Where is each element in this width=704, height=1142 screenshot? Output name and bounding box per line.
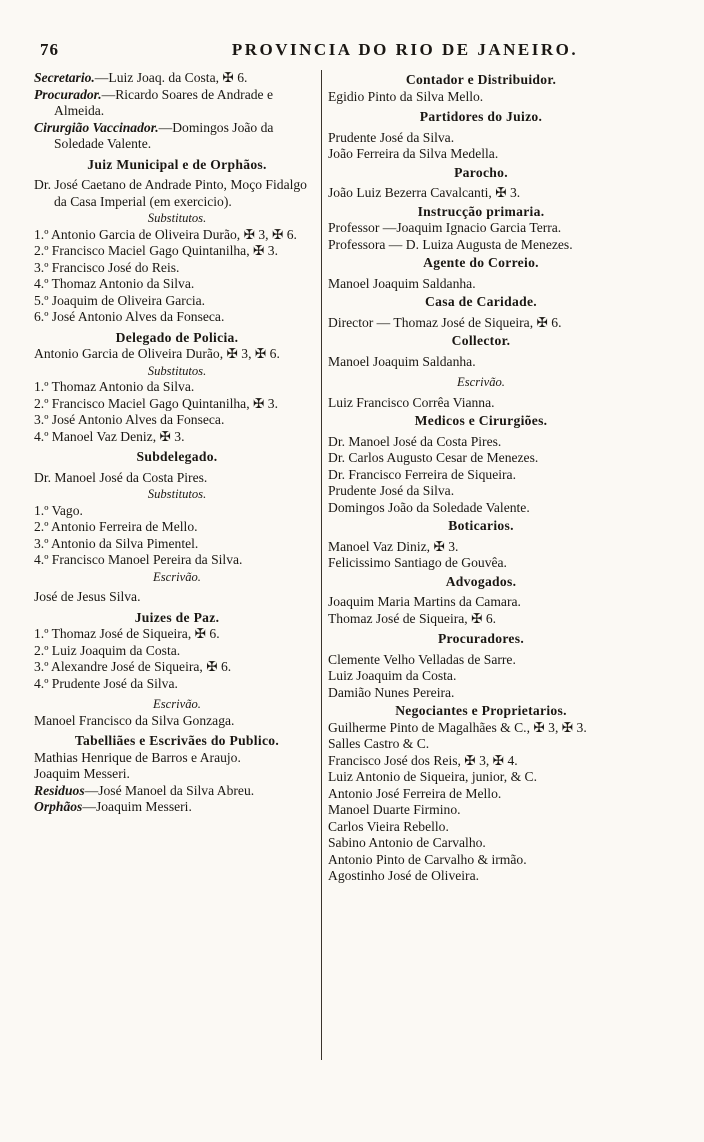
contador-entry: Egidio Pinto da Silva Mello. (328, 88, 484, 104)
entry-text: —Domingos João da Soledade Valente. (54, 119, 274, 151)
cirurgiao-entry (34, 120, 320, 153)
list-item: Dr. Francisco Ferreira de Siqueira. (328, 466, 516, 482)
list-item: 1.º Vago. (34, 502, 83, 518)
list-item: Carlos Vieira Rebello. (328, 818, 449, 834)
section-heading: Procuradores. (437, 631, 525, 646)
list-item: 1.º Antonio Garcia de Oliveira Durão, ✠ 3, ✠ 6. (34, 226, 297, 242)
section-heading: Tabelliães e Escrivães do Publico. (74, 733, 280, 748)
list-item: 3.º Antonio da Silva Pimentel. (34, 535, 199, 551)
section-heading: Parocho. (454, 164, 508, 180)
list-item: 2.º Antonio Ferreira de Mello. (34, 519, 198, 534)
role-label: Procurador. (34, 86, 102, 102)
subsection-heading: Substitutos. (147, 211, 207, 225)
list-item: Guilherme Pinto de Magalhães & C., ✠ 3, ✠ 3. (328, 719, 587, 735)
professora-entry: Professora — D. Luiza Augusta de Menezes. (328, 236, 573, 252)
list-item: Manoel Vaz Diniz, ✠ 3. (328, 538, 459, 554)
list-item: Prudente José da Silva. (328, 129, 455, 145)
subsection-heading: Substitutos. (147, 363, 207, 378)
delegado-entry: Antonio Garcia de Oliveira Durão, ✠ 3, ✠ 6. (34, 346, 280, 361)
section-heading: Contador e Distribuidor. (405, 72, 557, 87)
list-item: 2.º Luiz Joaquim da Costa. (34, 642, 181, 658)
subsection-heading: Escrivão. (457, 375, 505, 389)
list-item: 3.º José Antonio Alves da Fonseca. (34, 412, 225, 427)
list-item: Francisco José dos Reis, ✠ 3, ✠ 4. (328, 752, 518, 768)
secretario-entry (34, 70, 320, 87)
list-item: Joaquim Maria Martins da Camara. (328, 594, 521, 609)
list-item: Clemente Velho Velladas de Sarre. (328, 651, 516, 667)
section-heading: Advogados. (445, 573, 517, 589)
list-item: Agostinho José de Oliveira. (328, 868, 480, 883)
list-item: 4.º Francisco Manoel Pereira da Silva. (34, 552, 243, 567)
list-item: Mathias Henrique de Barros e Araujo. (34, 749, 241, 765)
list-item: Antonio José Ferreira de Mello. (328, 785, 502, 801)
list-item: 5.º Joaquim de Oliveira Garcia. (34, 292, 206, 308)
right-column (328, 70, 634, 885)
parocho-entry: João Luiz Bezerra Cavalcanti, ✠ 3. (328, 185, 521, 200)
list-item: Dr. Carlos Augusto Cesar de Menezes. (328, 450, 539, 465)
column-divider (321, 70, 322, 1060)
page-header (40, 40, 680, 64)
list-item: 6.º José Antonio Alves da Fonseca. (34, 309, 225, 324)
list-item: Manoel Duarte Firmino. (328, 802, 461, 817)
subsection-heading: Substitutos. (147, 487, 207, 501)
role-label: Residuos (34, 782, 85, 798)
section-heading: Instrucção primaria. (417, 203, 545, 219)
list-item: Luiz Joaquim da Costa. (328, 668, 457, 683)
list-item: 4.º Manoel Vaz Deniz, ✠ 3. (34, 428, 185, 444)
escrivao-entry: José de Jesus Silva. (34, 589, 141, 604)
escrivao-entry: Luiz Francisco Corrêa Vianna. (328, 394, 495, 410)
list-item: Luiz Antonio de Siqueira, junior, & C. (328, 769, 538, 784)
entry-text: —Ricardo Soares de Andrade e Almeida. (54, 86, 273, 118)
list-item: 2.º Francisco Maciel Gago Quintanilha, ✠ 3. (34, 395, 278, 411)
running-title: PROVINCIA DO RIO DE JANEIRO. (231, 40, 579, 59)
subdelegado-entry: Dr. Manoel José da Costa Pires. (34, 469, 208, 485)
procurador-entry (34, 87, 320, 120)
list-item: Dr. Manoel José da Costa Pires. (328, 433, 502, 449)
list-item: Salles Castro & C. (328, 736, 430, 751)
section-heading: Subdelegado. (136, 449, 218, 464)
list-item: Sabino Antonio de Carvalho. (328, 835, 486, 850)
section-heading: Collector. (451, 333, 511, 348)
caridade-entry: Director — Thomaz José de Siqueira, ✠ 6. (328, 314, 562, 330)
list-item: Thomaz José de Siqueira, ✠ 6. (328, 610, 497, 626)
list-item: 1.º Thomaz José de Siqueira, ✠ 6. (34, 626, 220, 641)
list-item: 3.º Francisco José do Reis. (34, 259, 180, 275)
correio-entry: Manoel Joaquim Saldanha. (328, 275, 476, 291)
section-heading: Juiz Municipal e de Orphãos. (87, 156, 267, 172)
subsection-heading: Escrivão. (153, 569, 201, 584)
list-item: Prudente José da Silva. (328, 483, 455, 498)
section-heading: Casa de Caridade. (425, 294, 537, 309)
section-heading: Juizes de Paz. (134, 609, 220, 625)
juiz-entry: Dr. José Caetano de Andrade Pinto, Moço Fidalgo da Casa Imperial (em exercicio). (34, 177, 307, 209)
list-item: 4.º Thomaz Antonio da Silva. (34, 276, 195, 291)
section-heading: Partidores do Juizo. (419, 109, 543, 124)
section-heading: Agente do Correio. (423, 255, 539, 270)
role-label: Secretario. (34, 70, 95, 85)
residuos-entry (34, 783, 320, 800)
escrivao-entry: Manoel Francisco da Silva Gonzaga. (34, 712, 235, 728)
list-item: Domingos João da Soledade Valente. (328, 499, 530, 515)
section-heading: Medicos e Cirurgiões. (414, 413, 548, 428)
list-item: Felicissimo Santiago de Gouvêa. (328, 555, 507, 570)
list-item: João Ferreira da Silva Medella. (328, 146, 499, 161)
left-column (34, 70, 320, 816)
list-item: 1.º Thomaz Antonio da Silva. (34, 379, 195, 394)
list-item: Damião Nunes Pereira. (328, 684, 455, 700)
list-item: 4.º Prudente José da Silva. (34, 675, 178, 691)
list-item: 2.º Francisco Maciel Gago Quintanilha, ✠ 3. (34, 243, 278, 258)
role-label: Cirurgião Vaccinador. (34, 119, 159, 135)
role-label: Orphãos (34, 799, 83, 814)
section-heading: Delegado de Policia. (115, 329, 239, 345)
list-item: Joaquim Messeri. (34, 766, 130, 781)
page-number: 76 (40, 40, 59, 59)
professor-entry: Professor —Joaquim Ignacio Garcia Terra. (328, 220, 562, 235)
entry-text: —José Manoel da Silva Abreu. (84, 782, 255, 798)
subsection-heading: Escrivão. (153, 697, 201, 711)
list-item: Antonio Pinto de Carvalho & irmão. (328, 851, 527, 867)
list-item: 3.º Alexandre José de Siqueira, ✠ 6. (34, 659, 232, 674)
section-heading: Boticarios. (448, 518, 514, 533)
entry-text: —Luiz Joaq. da Costa, ✠ 6. (94, 70, 248, 85)
section-heading: Negociantes e Proprietarios. (395, 703, 567, 718)
entry-text: —Joaquim Messeri. (82, 799, 192, 814)
collector-entry: Manoel Joaquim Saldanha. (328, 353, 476, 369)
orphaos-entry (34, 799, 320, 816)
